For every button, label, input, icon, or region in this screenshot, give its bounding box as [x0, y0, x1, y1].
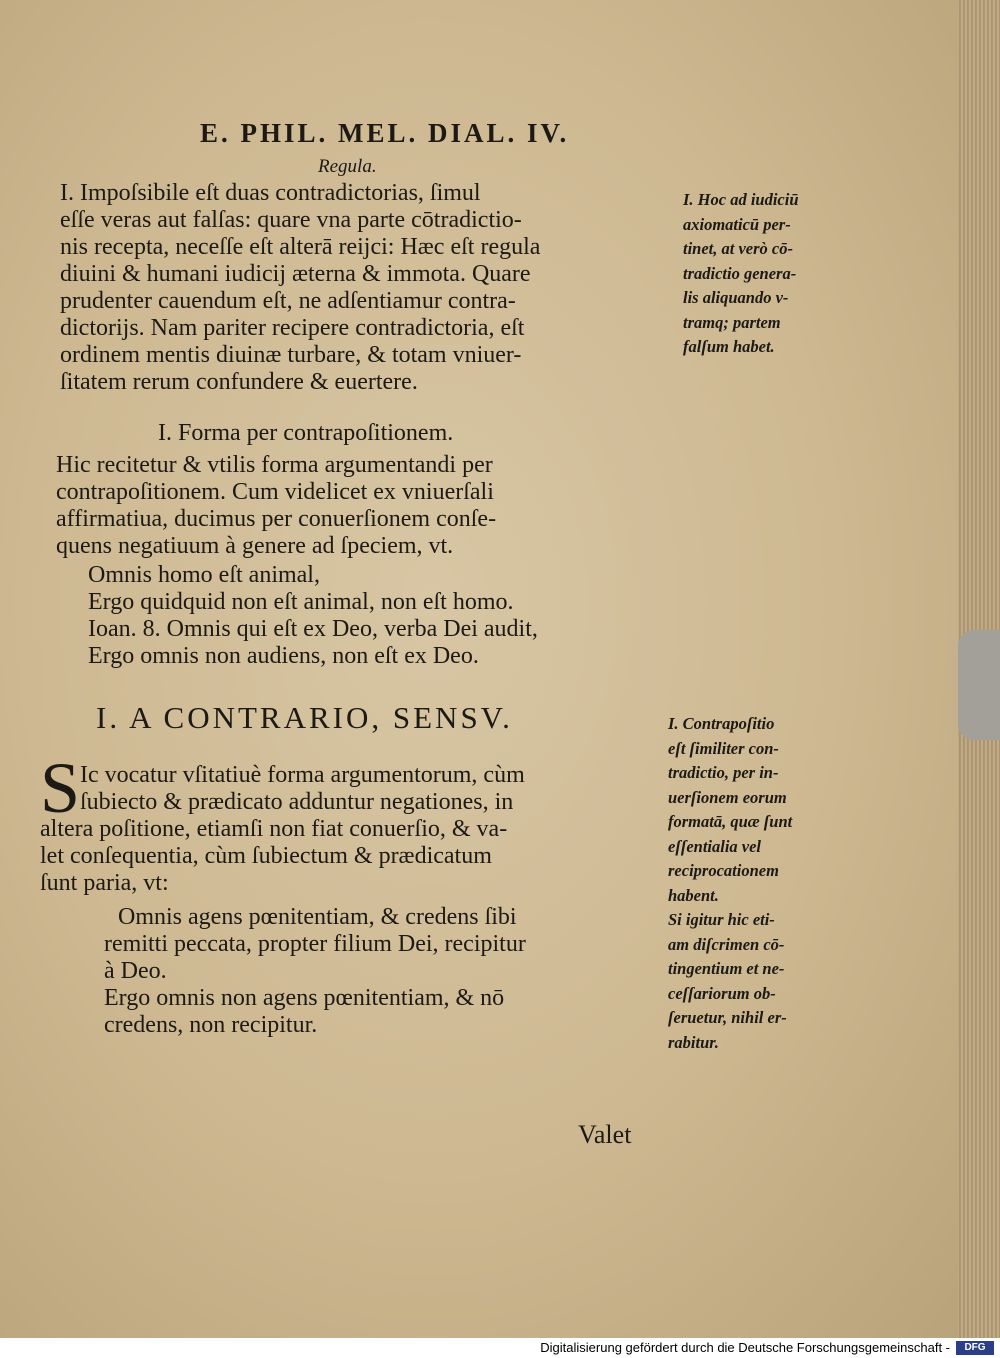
- margin-line: ceſſariorum ob-: [668, 983, 776, 1003]
- drop-capital: S: [40, 748, 81, 828]
- text-line: Ioan. 8. Omnis qui eſt ex Deo, verba Dei audit,: [88, 616, 538, 642]
- paragraph-contraposition: [56, 452, 496, 560]
- footer-bar: [0, 1338, 1000, 1358]
- text-line: I. Impoſsibile eſt duas contradictorias, ſimul: [60, 180, 481, 206]
- text-line: ſitatem rerum confundere & euertere.: [60, 369, 418, 395]
- text-line: Hic recitetur & vtilis forma argumentandi per: [56, 452, 493, 478]
- text-line: credens, non recipitur.: [104, 1012, 318, 1038]
- text-line: let conſequentia, cùm ſubiectum & prædicatum: [40, 843, 492, 869]
- paragraph-regula: [60, 180, 540, 396]
- margin-line: axiomaticū per-: [683, 214, 791, 234]
- margin-line: ſeruetur, nihil er-: [668, 1008, 787, 1027]
- margin-line: I. Hoc ad iudiciū: [683, 190, 799, 209]
- text-line: Omnis homo eſt animal,: [88, 562, 320, 588]
- dfg-logo-icon: DFG: [956, 1341, 994, 1355]
- margin-line: formatā, quæ ſunt: [668, 812, 793, 831]
- page-clip: [958, 630, 1000, 740]
- section-title: I. Forma per contrapoſitionem.: [158, 420, 454, 446]
- example-syllogism-2: [104, 904, 526, 1039]
- example-syllogism-1: [88, 562, 538, 670]
- regula-label: Regula.: [318, 156, 377, 177]
- margin-line: I. Contrapoſitio: [668, 714, 775, 733]
- margin-line: falſum habet.: [683, 337, 775, 356]
- text-line: ordinem mentis diuinæ turbare, & totam vniuer-: [60, 342, 522, 368]
- margin-line: tinet, at verò cō-: [683, 239, 793, 258]
- text-line: Omnis agens pœnitentiam, & credens ſibi: [118, 904, 517, 930]
- margin-line: rabitur.: [668, 1032, 719, 1052]
- text-line: à Deo.: [104, 958, 167, 984]
- text-line: Ergo omnis non audiens, non eſt ex Deo.: [88, 643, 479, 669]
- margin-line: tradictio genera-: [683, 263, 797, 283]
- text-line: affirmatiua, ducimus per conuerſionem conſe-: [56, 506, 497, 532]
- running-header: E. PHIL. MEL. DIAL. IV.: [200, 118, 570, 148]
- margin-line: uerſionem eorum: [668, 787, 787, 807]
- section-heading: I. A CONTRARIO, SENSV.: [96, 700, 513, 735]
- margin-line: lis aliquando v-: [683, 288, 789, 307]
- margin-line: tramq; partem: [683, 312, 781, 332]
- margin-line: eſt ſimiliter con-: [668, 738, 779, 758]
- text-line: Ergo omnis non agens pœnitentiam, & nō: [104, 985, 505, 1011]
- text-line: diuini & humani iudicij æterna & immota. Quare: [60, 261, 531, 287]
- text-line: ſunt paria, vt:: [40, 870, 169, 896]
- text-line: eſſe veras aut falſas: quare vna parte cōtradictio-: [60, 207, 522, 233]
- text-line: contrapoſitionem. Cum videlicet ex vniuerſali: [56, 479, 494, 505]
- text-line: nis recepta, neceſſe eſt alterā reijci: Hæc eſt regula: [60, 234, 541, 260]
- text-line: altera poſitione, etiamſi non fiat conuerſio, & va-: [40, 816, 508, 842]
- margin-line: tradictio, per in-: [668, 763, 779, 782]
- text-line: remitti peccata, propter filium Dei, recipitur: [104, 931, 526, 957]
- margin-line: tingentium et ne-: [668, 959, 785, 978]
- footer-text: Digitalisierung gefördert durch die Deutsche Forschungsgemeinschaft -: [540, 1340, 950, 1355]
- text-line: ſubiecto & prædicato adduntur negationes, in: [80, 789, 514, 815]
- margin-note-1: [683, 188, 799, 360]
- margin-line: am diſcrimen cō-: [668, 934, 785, 954]
- text-line: prudenter cauendum eſt, ne adſentiamur contra-: [60, 288, 516, 314]
- text-line: Ergo quidquid non eſt animal, non eſt homo.: [88, 589, 514, 615]
- paragraph-contrario: [40, 762, 525, 897]
- margin-line: reciprocationem: [668, 861, 779, 880]
- margin-line: eſſentialia vel: [668, 836, 762, 856]
- valet-text: Valet: [578, 1120, 632, 1149]
- text-line: dictorijs. Nam pariter recipere contradictoria, eſt: [60, 315, 525, 341]
- text-line: quens negatiuum à genere ad ſpeciem, vt.: [56, 533, 454, 559]
- margin-line: habent.: [668, 885, 719, 905]
- text-line: Ic vocatur vſitatiuè forma argumentorum, cùm: [80, 762, 525, 788]
- margin-note-2: [668, 712, 792, 1055]
- margin-line: Si igitur hic eti-: [668, 910, 775, 929]
